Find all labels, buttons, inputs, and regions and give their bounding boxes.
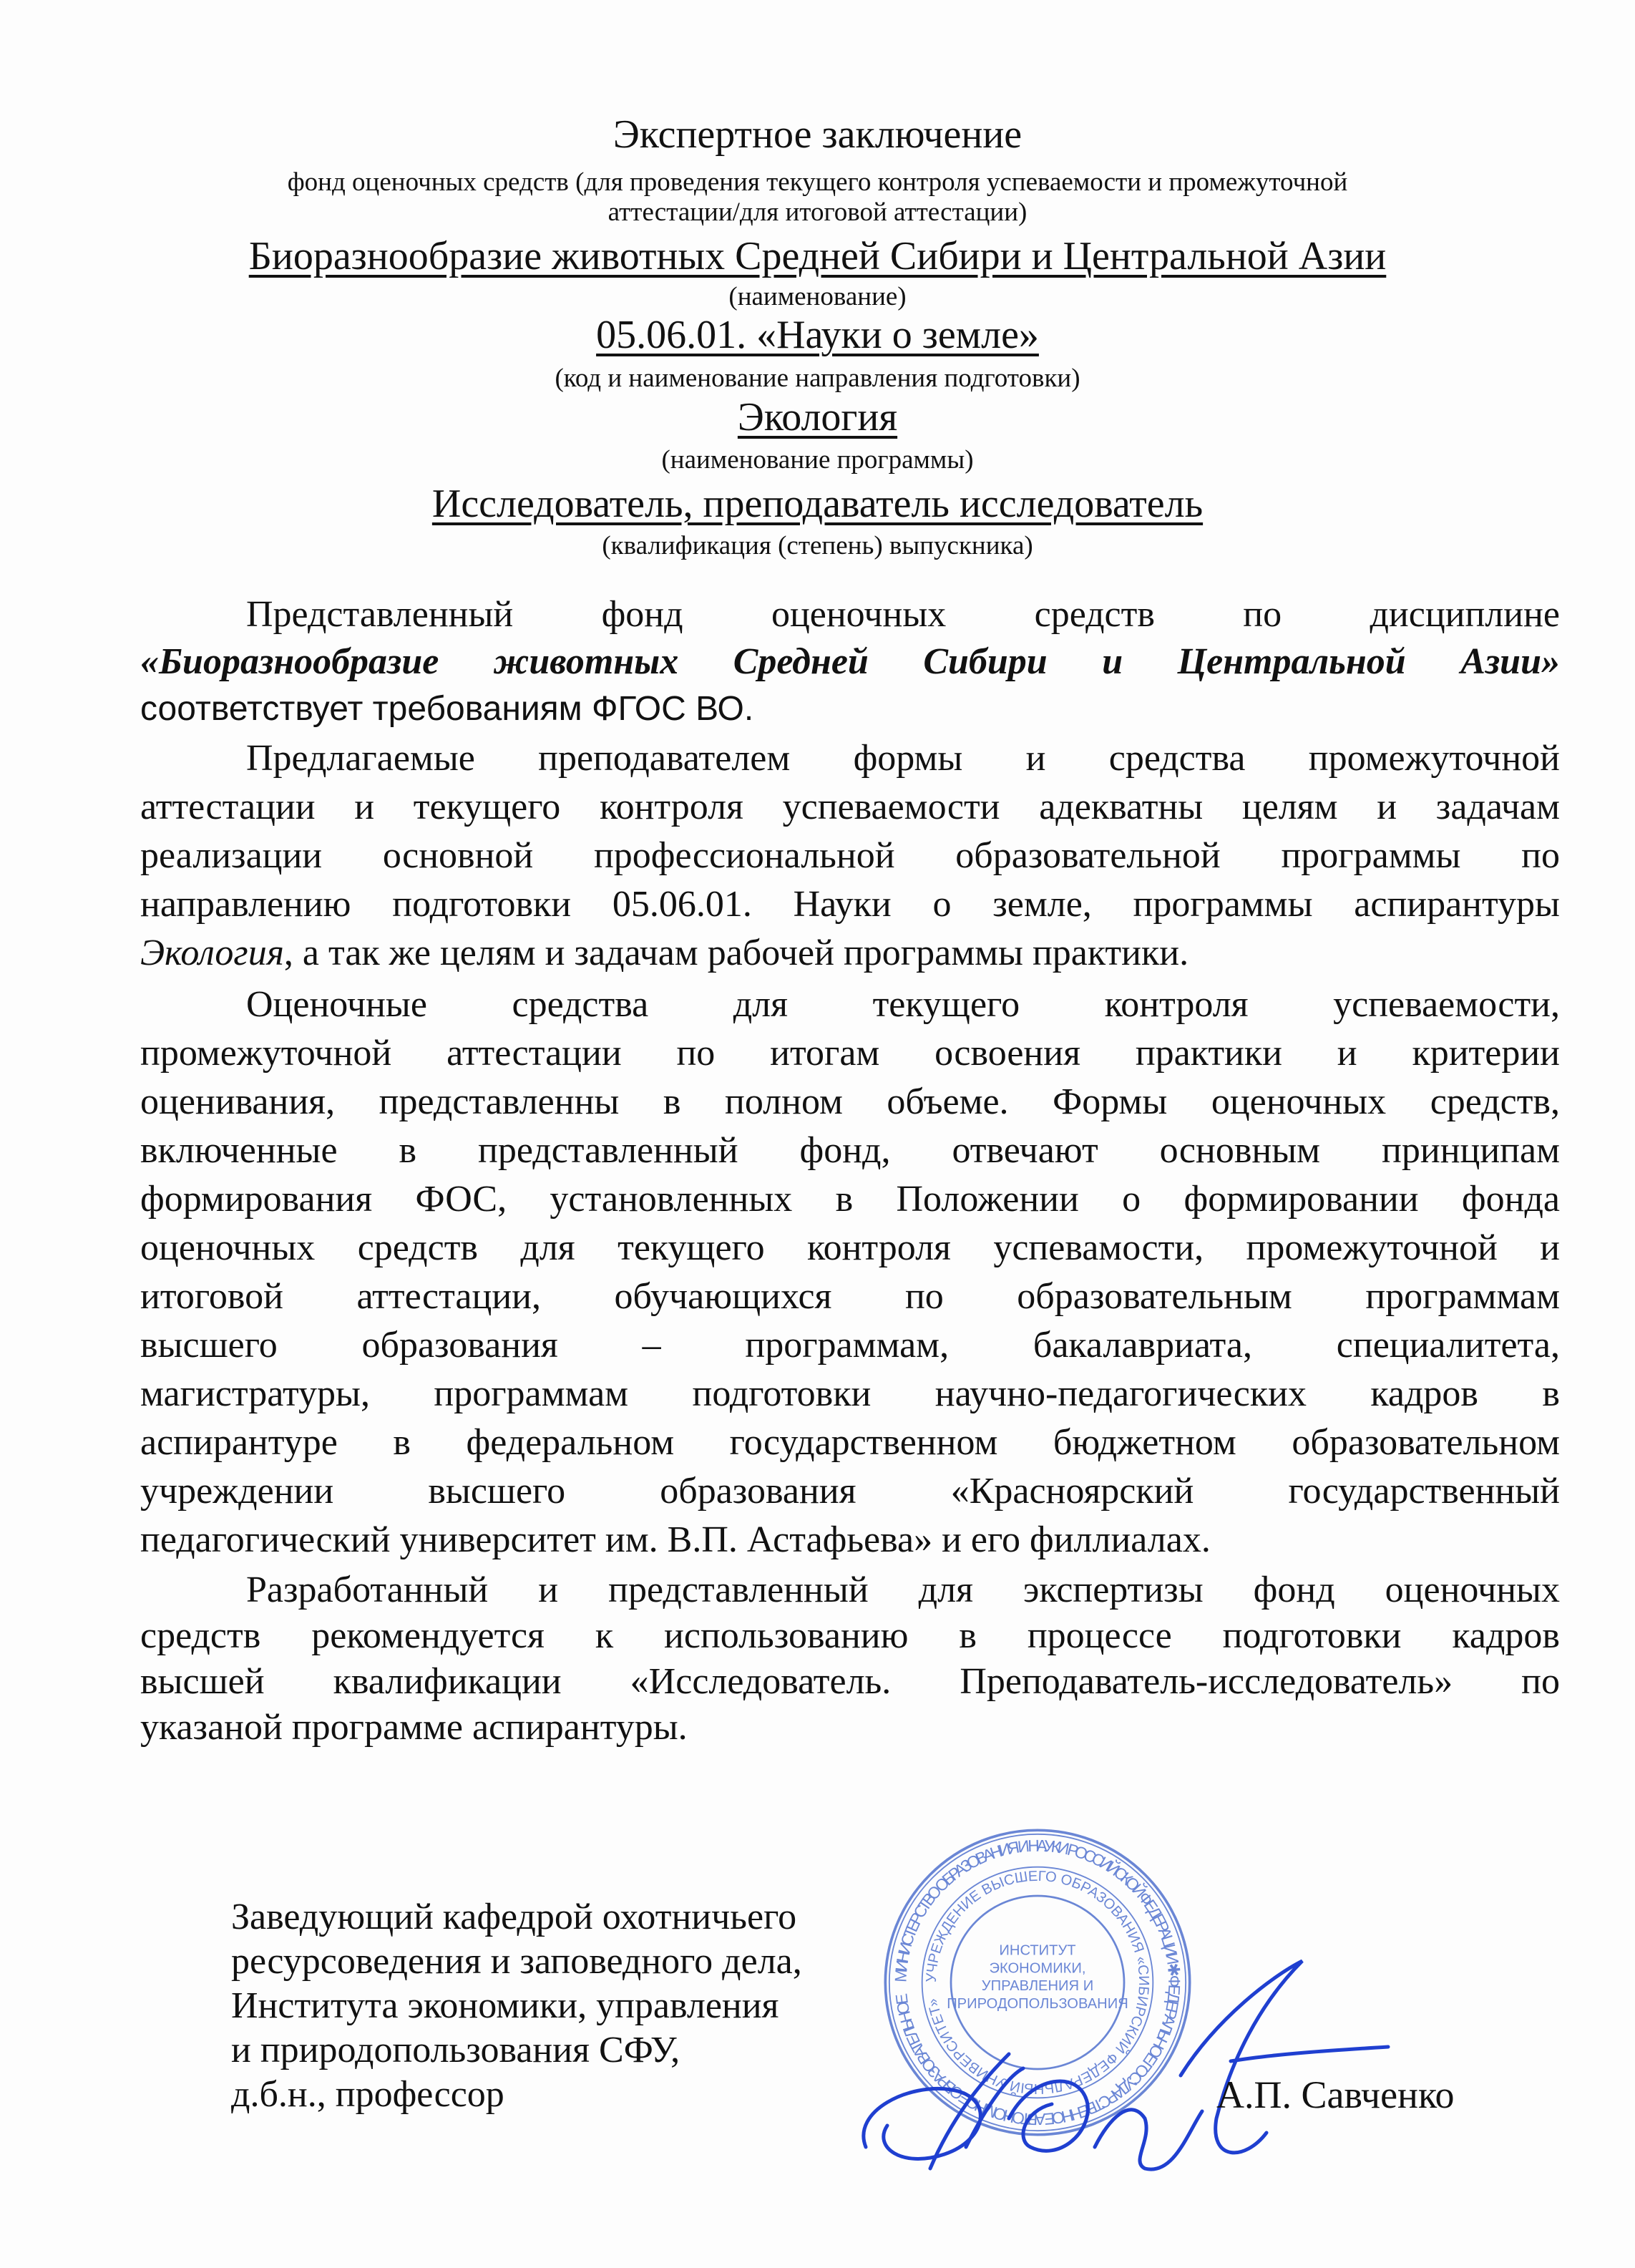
signer-position-line: и природопользования СФУ, (231, 2030, 680, 2070)
paragraph-line: Оценочные средства для текущего контроля успеваемости, (246, 984, 1560, 1025)
paragraph-1 (140, 591, 1560, 733)
handwritten-signature (844, 1932, 1402, 2190)
paragraph-line: Разработанный и представленный для экспертизы фонд оценочных (246, 1569, 1560, 1610)
paragraph-line: указаной программе аспирантуры. (140, 1707, 688, 1748)
signer-name: А.П. Савченко (1216, 2073, 1455, 2116)
paragraph-3 (140, 980, 1560, 1564)
discipline-quote: «Биоразнообразие животных Средней Сибири и Центральной Азии» (140, 641, 1560, 682)
paragraph-line: соответствует требованиям ФГОС ВО. (140, 690, 754, 728)
paragraph-line: средств рекомендуется к использованию в процессе подготовки кадров (140, 1615, 1560, 1656)
discipline-name: Биоразнообразие животных Средней Сибири и Центральной Азии (248, 234, 1387, 278)
paragraph-line: высшей квалификации «Исследователь. Преподаватель-исследователь» по (140, 1661, 1560, 1702)
paragraph-line: Предлагаемые преподавателем формы и средства промежуточной (246, 738, 1560, 779)
paragraph-4 (140, 1567, 1560, 1751)
signature-block (231, 1895, 802, 2117)
paragraph-line: аспирантуре в федеральном государственном бюджетном образовательном (140, 1422, 1560, 1463)
paragraph-line: формирования ФОС, установленных в Положении о формировании фонда (140, 1179, 1560, 1220)
program-italic: Экология (140, 933, 284, 973)
discipline-caption: (наименование) (728, 282, 907, 311)
stamp-center-line: ЭКОНОМИКИ, (989, 1960, 1086, 1977)
paragraph-2 (140, 734, 1560, 978)
paragraph-line: реализации основной профессиональной образовательной программы по (140, 835, 1560, 876)
document-title: Экспертное заключение (612, 112, 1023, 157)
signer-position-line: Института экономики, управления (231, 1985, 779, 2026)
paragraph-line: включенные в представленный фонд, отвечают основным принципам (140, 1130, 1560, 1171)
direction-name: 05.06.01. «Науки о земле» (596, 313, 1039, 357)
program-name: Экология (737, 395, 898, 439)
paragraph-line: Представленный фонд оценочных средств по дисциплине (246, 594, 1560, 635)
paragraph-line-rest: , а так же целям и задачам рабочей программы практики. (283, 933, 1189, 973)
paragraph-line: промежуточной аттестации по итогам освоения практики и критерии (140, 1033, 1560, 1074)
direction-caption: (код и наименование направления подготовки) (555, 364, 1080, 393)
qualification-caption: (квалификация (степень) выпускника) (602, 531, 1033, 560)
document-subtitle-line1: фонд оценочных средств (для проведения текущего контроля успеваемости и промежуточной (287, 167, 1348, 197)
stamp-center-line: УПРАВЛЕНИЯ И (981, 1978, 1094, 1994)
paragraph-line: направлению подготовки 05.06.01. Науки о земле, программы аспирантуры (140, 884, 1560, 925)
stamp-inner-text: УЧРЕЖДЕНИЕ ВЫСШЕГО ОБРАЗОВАНИЯ «СИБИРСКИЙ ФЕДЕРАЛЬНЫЙ УНИВЕРСИТЕТ» (923, 1868, 1152, 2097)
qualification-name: Исследователь, преподаватель исследователь (431, 482, 1204, 526)
paragraph-line: магистратуры, программам подготовки научно-педагогических кадров в (140, 1373, 1560, 1414)
signer-degree: д.б.н., профессор (231, 2074, 504, 2115)
paragraph-line: итоговой аттестации, обучающихся по образовательным программам (140, 1276, 1560, 1317)
paragraph-line: учреждении высшего образования «Красноярский государственный (140, 1471, 1560, 1512)
stamp-outer-text: МИНИСТЕРСТВО ОБРАЗОВАНИЯ И НАУКИ РОССИЙСКОЙ ФЕДЕРАЦИИ ✱ ФЕДЕРАЛЬНОЕ ГОСУДАРСТВЕННОЕ АВТОНОМНОЕ ОБРАЗОВАТЕЛЬНОЕ (891, 1836, 1184, 2129)
stamp-center-line: ПРИРОДОПОЛЬЗОВАНИЯ (947, 1995, 1128, 2012)
signer-position-line: Заведующий кафедрой охотничьего (231, 1897, 797, 1937)
stamp-center-line: ИНСТИТУТ (999, 1942, 1076, 1959)
paragraph-line: аттестации и текущего контроля успеваемости адекватны целям и задачам (140, 787, 1560, 827)
document-subtitle-line2: аттестации/для итоговой аттестации) (607, 198, 1028, 227)
paragraph-line: оценивания, представленны в полном объеме. Формы оценочных средств, (140, 1081, 1560, 1122)
signer-position-line: ресурсоведения и заповедного дела, (231, 1941, 802, 1982)
paragraph-line (140, 929, 1560, 978)
paragraph-line: высшего образования – программам, бакалавриата, специалитета, (140, 1325, 1560, 1366)
paragraph-line: педагогический университет им. В.П. Астафьева» и его филлиалах. (140, 1519, 1211, 1560)
paragraph-line: оценочных средств для текущего контроля успевамости, промежуточной и (140, 1227, 1560, 1268)
program-caption: (наименование программы) (661, 445, 974, 474)
